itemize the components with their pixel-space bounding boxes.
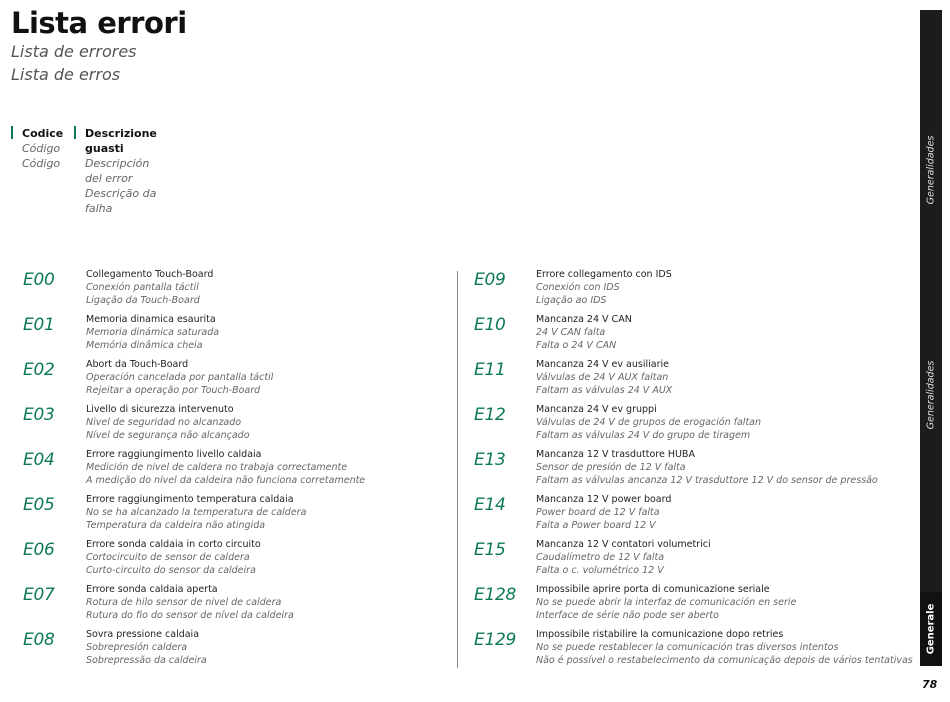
error-code: E11 (474, 360, 506, 380)
legend-accent-bar (11, 126, 13, 139)
error-description (536, 313, 632, 352)
error-description-es: Caudalímetro de 12 V falta (536, 552, 665, 563)
error-description-pt: Temperatura da caldeira não atingida (86, 520, 266, 531)
error-code: E06 (23, 540, 55, 560)
error-code: E08 (23, 630, 55, 650)
error-code: E03 (23, 405, 55, 425)
error-description-pt: Falta a Power board 12 V (536, 520, 656, 531)
error-code: E09 (474, 270, 506, 290)
error-code: E05 (23, 495, 55, 515)
error-description-es: Conexión con IDS (536, 282, 620, 293)
error-description-pt: Nível de segurança não alcançado (86, 430, 250, 441)
error-description-pt: Falta o c. volumétrico 12 V (536, 565, 664, 576)
legend-accent-bar (74, 126, 76, 139)
error-description-pt: Curto-circuito do sensor da caldeira (86, 565, 256, 576)
error-description (86, 628, 207, 667)
error-description-es: Cortocircuito de sensor de caldera (86, 552, 250, 563)
page-title: Lista errori (11, 6, 187, 40)
error-code: E01 (23, 315, 55, 335)
error-description-pt: A medição do nível da caldeira não funciona corretamente (86, 475, 366, 486)
error-code: E04 (23, 450, 55, 470)
legend-description (74, 126, 157, 216)
error-description-pt: Falta o 24 V CAN (536, 340, 617, 351)
error-code: E15 (474, 540, 506, 560)
error-description-it: Mancanza 24 V CAN (536, 314, 632, 325)
error-description (536, 538, 711, 577)
error-description-it: Impossibile aprire porta di comunicazione seriale (536, 584, 770, 595)
error-code: E13 (474, 450, 506, 470)
error-description-pt: Não é possível o restabelecimento da comunicação depois de vários tentativas (536, 655, 913, 666)
column-divider (457, 271, 458, 668)
error-description-es: Sobrepresión caldera (86, 642, 188, 653)
legend-code-pt: Código (22, 157, 61, 170)
error-code: E10 (474, 315, 506, 335)
error-description-it: Impossibile ristabilire la comunicazione dopo retries (536, 629, 784, 640)
error-description (86, 403, 250, 442)
error-description-it: Errore sonda caldaia aperta (86, 584, 218, 595)
error-description-es: Conexión pantalla táctil (86, 282, 199, 293)
sidebar-label-top[interactable]: Generalidades (925, 135, 937, 205)
page-header (11, 6, 187, 86)
error-description-es: Medición de nivel de caldera no trabaja correctamente (86, 462, 348, 473)
error-description-it: Collegamento Touch-Board (86, 269, 214, 280)
error-description-es: No se ha alcanzado la temperatura de caldera (86, 507, 307, 518)
error-description-es: Power board de 12 V falta (536, 507, 660, 518)
error-description-pt: Faltam as válvulas 24 V do grupo de tiragem (536, 430, 751, 441)
legend-description-it: Descrizione guasti (85, 127, 157, 155)
error-description-it: Mancanza 24 V ev ausiliarie (536, 359, 669, 370)
error-description-pt: Interface de série não pode ser aberto (536, 610, 719, 621)
error-code: E00 (23, 270, 55, 290)
error-description-es: Sensor de presión de 12 V falta (536, 462, 686, 473)
legend-code-it: Codice (22, 127, 64, 140)
error-description (536, 268, 672, 307)
error-code: E128 (474, 585, 516, 605)
error-description-pt: Rutura do fio do sensor de nível da caldeira (86, 610, 294, 621)
error-description-es: No se puede restablecer la comunicación tras diversos intentos (536, 642, 839, 653)
error-description (86, 268, 213, 307)
error-description-pt: Rejeitar a operação por Touch-Board (86, 385, 261, 396)
error-description-es: Válvulas de 24 V de grupos de erogación faltan (536, 417, 762, 428)
error-description (536, 493, 671, 532)
error-description (86, 538, 261, 577)
error-description-pt: Ligação da Touch-Board (86, 295, 200, 306)
error-description (86, 493, 306, 532)
error-description (536, 448, 878, 487)
error-description-it: Errore collegamento con IDS (536, 269, 672, 280)
error-code: E07 (23, 585, 55, 605)
error-description-pt: Sobrepressão da caldeira (86, 655, 207, 666)
error-description-es: Memoria dinámica saturada (86, 327, 220, 338)
sidebar-label-middle[interactable]: Generalidades (925, 360, 937, 430)
error-description-pt: Faltam as válvulas 24 V AUX (536, 385, 673, 396)
error-description (536, 583, 796, 622)
section-sidebar (920, 10, 942, 666)
error-description-es: No se puede abrir la interfaz de comunicación en serie (536, 597, 797, 608)
error-description (86, 448, 365, 487)
error-description-it: Errore raggiungimento livello caldaia (86, 449, 262, 460)
error-code: E02 (23, 360, 55, 380)
page-subtitle-pt: Lista de erros (11, 65, 121, 84)
error-description-it: Errore sonda caldaia in corto circuito (86, 539, 261, 550)
error-description (536, 358, 672, 397)
error-description-es: Operación cancelada por pantalla táctil (86, 372, 274, 383)
error-description-it: Memoria dinamica esaurita (86, 314, 216, 325)
legend-code-es: Código (22, 142, 61, 155)
error-description-pt: Memória dinâmica cheia (86, 340, 203, 351)
error-description-es: Rotura de hilo sensor de nivel de caldera (86, 597, 282, 608)
error-description-it: Sovra pressione caldaia (86, 629, 200, 640)
error-description-it: Mancanza 12 V power board (536, 494, 672, 505)
legend-code (11, 126, 63, 171)
error-description-pt: Faltam as válvulas ancanza 12 V trasduttore 12 V do sensor de pressão (536, 475, 878, 486)
error-description-it: Errore raggiungimento temperatura caldaia (86, 494, 294, 505)
error-description-es: Válvulas de 24 V AUX faltan (536, 372, 669, 383)
page-number: 78 (922, 678, 938, 691)
error-description (536, 403, 761, 442)
error-description (86, 358, 273, 397)
error-description (536, 628, 913, 667)
error-description-it: Mancanza 24 V ev gruppi (536, 404, 657, 415)
error-description-it: Abort da Touch-Board (86, 359, 189, 370)
error-code: E12 (474, 405, 506, 425)
error-description-es: Nivel de seguridad no alcanzado (86, 417, 242, 428)
error-description (86, 583, 294, 622)
error-description-es: 24 V CAN falta (536, 327, 606, 338)
error-description (86, 313, 219, 352)
error-code: E14 (474, 495, 506, 515)
legend-description-es: Descripción del error (85, 157, 150, 185)
page-subtitle-es: Lista de errores (11, 42, 137, 61)
legend-description-pt: Descrição da falha (85, 187, 157, 215)
error-description-it: Mancanza 12 V trasduttore HUBA (536, 449, 695, 460)
error-description-it: Mancanza 12 V contatori volumetrici (536, 539, 711, 550)
sidebar-label-active[interactable]: Generale (920, 592, 942, 666)
error-code: E129 (474, 630, 516, 650)
error-description-pt: Ligação ao IDS (536, 295, 607, 306)
error-description-it: Livello di sicurezza intervenuto (86, 404, 234, 415)
